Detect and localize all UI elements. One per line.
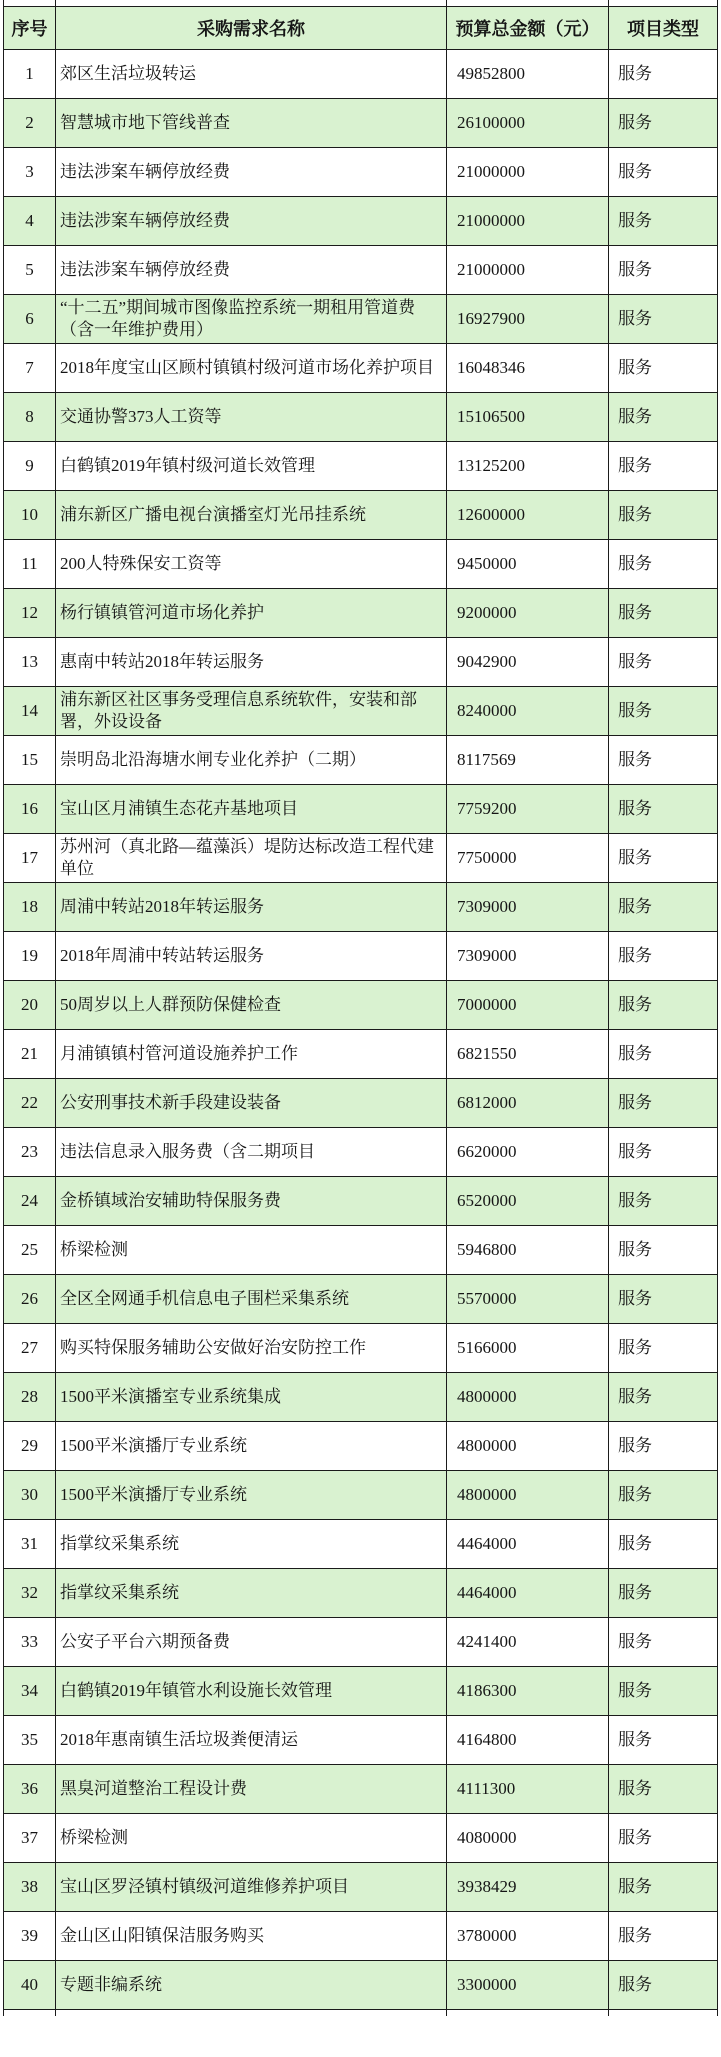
table-row: [4, 784, 718, 833]
row-name-cell: 月浦镇镇村管河道设施养护工作: [56, 1029, 447, 1078]
row-budget-cell: 49852800: [447, 49, 609, 98]
partial-row-bottom: [4, 2009, 718, 2016]
row-budget-cell: 15106500: [447, 392, 609, 441]
row-name-cell: 桥梁检测: [56, 1813, 447, 1862]
row-index-cell: 2: [4, 98, 56, 147]
row-name-cell: 违法信息录入服务费（含二期项目: [56, 1127, 447, 1176]
row-name-cell: 违法涉案车辆停放经费: [56, 245, 447, 294]
row-budget-cell: 3780000: [447, 1911, 609, 1960]
row-type-cell: 服务: [609, 588, 718, 637]
row-type-cell: 服务: [609, 343, 718, 392]
row-budget-cell: 16927900: [447, 294, 609, 343]
row-index-cell: 37: [4, 1813, 56, 1862]
row-name-cell: 交通协警373人工资等: [56, 392, 447, 441]
table-row: [4, 343, 718, 392]
row-index-cell: 10: [4, 490, 56, 539]
row-index-cell: 13: [4, 637, 56, 686]
table-row: [4, 1617, 718, 1666]
row-budget-cell: 4080000: [447, 1813, 609, 1862]
row-name-cell: 杨行镇镇管河道市场化养护: [56, 588, 447, 637]
row-type-cell: 服务: [609, 98, 718, 147]
row-type-cell: 服务: [609, 1813, 718, 1862]
table-row: [4, 1372, 718, 1421]
row-type-cell: 服务: [609, 245, 718, 294]
row-index-cell: 8: [4, 392, 56, 441]
table-row: [4, 1666, 718, 1715]
row-name-cell: 2018年惠南镇生活垃圾粪便清运: [56, 1715, 447, 1764]
partial-cell: [56, 2009, 447, 2016]
row-type-cell: 服务: [609, 1960, 718, 2009]
partial-cell: [447, 2009, 609, 2016]
table-row: [4, 98, 718, 147]
row-name-cell: 200人特殊保安工资等: [56, 539, 447, 588]
table-row: [4, 1911, 718, 1960]
row-name-cell: 专题非编系统: [56, 1960, 447, 2009]
table-row: [4, 1176, 718, 1225]
row-name-cell: 周浦中转站2018年转运服务: [56, 882, 447, 931]
row-budget-cell: 4464000: [447, 1568, 609, 1617]
row-budget-cell: 9450000: [447, 539, 609, 588]
row-index-cell: 5: [4, 245, 56, 294]
row-type-cell: 服务: [609, 1862, 718, 1911]
table-foot: [4, 2009, 718, 2016]
row-budget-cell: 21000000: [447, 147, 609, 196]
table-row: [4, 1715, 718, 1764]
col-header-index: 序号: [4, 6, 56, 49]
row-name-cell: 1500平米演播厅专业系统: [56, 1421, 447, 1470]
row-name-cell: 1500平米演播厅专业系统: [56, 1470, 447, 1519]
row-budget-cell: 6812000: [447, 1078, 609, 1127]
table-row: [4, 931, 718, 980]
row-budget-cell: 7000000: [447, 980, 609, 1029]
row-index-cell: 3: [4, 147, 56, 196]
row-index-cell: 21: [4, 1029, 56, 1078]
row-budget-cell: 7759200: [447, 784, 609, 833]
row-index-cell: 30: [4, 1470, 56, 1519]
row-index-cell: 32: [4, 1568, 56, 1617]
row-type-cell: 服务: [609, 735, 718, 784]
table-row: [4, 637, 718, 686]
row-index-cell: 22: [4, 1078, 56, 1127]
row-name-cell: 金桥镇域治安辅助特保服务费: [56, 1176, 447, 1225]
row-index-cell: 18: [4, 882, 56, 931]
row-type-cell: 服务: [609, 1666, 718, 1715]
row-type-cell: 服务: [609, 441, 718, 490]
row-index-cell: 25: [4, 1225, 56, 1274]
row-type-cell: 服务: [609, 1617, 718, 1666]
table-row: [4, 1127, 718, 1176]
partial-cell: [609, 2009, 718, 2016]
row-name-cell: 崇明岛北沿海塘水闸专业化养护（二期）: [56, 735, 447, 784]
row-index-cell: 6: [4, 294, 56, 343]
row-index-cell: 9: [4, 441, 56, 490]
row-name-cell: 金山区山阳镇保洁服务购买: [56, 1911, 447, 1960]
row-name-cell: 违法涉案车辆停放经费: [56, 196, 447, 245]
table-head: [4, 0, 718, 49]
row-type-cell: 服务: [609, 1568, 718, 1617]
row-budget-cell: 5946800: [447, 1225, 609, 1274]
row-budget-cell: 6520000: [447, 1176, 609, 1225]
row-name-cell: 2018年周浦中转站转运服务: [56, 931, 447, 980]
row-budget-cell: 5570000: [447, 1274, 609, 1323]
row-name-cell: 桥梁检测: [56, 1225, 447, 1274]
row-type-cell: 服务: [609, 1715, 718, 1764]
table-body: [4, 49, 718, 2009]
row-name-cell: 指掌纹采集系统: [56, 1519, 447, 1568]
row-index-cell: 15: [4, 735, 56, 784]
row-type-cell: 服务: [609, 1911, 718, 1960]
row-budget-cell: 26100000: [447, 98, 609, 147]
table-row: [4, 1764, 718, 1813]
row-budget-cell: 8240000: [447, 686, 609, 735]
row-type-cell: 服务: [609, 686, 718, 735]
table-row: [4, 245, 718, 294]
row-index-cell: 31: [4, 1519, 56, 1568]
row-index-cell: 36: [4, 1764, 56, 1813]
row-index-cell: 24: [4, 1176, 56, 1225]
row-name-cell: 浦东新区社区事务受理信息系统软件，安装和部署，外设设备: [56, 686, 447, 735]
row-budget-cell: 4111300: [447, 1764, 609, 1813]
row-index-cell: 38: [4, 1862, 56, 1911]
row-type-cell: 服务: [609, 833, 718, 882]
row-index-cell: 40: [4, 1960, 56, 2009]
table-row: [4, 1274, 718, 1323]
row-name-cell: 白鹤镇2019年镇村级河道长效管理: [56, 441, 447, 490]
procurement-table: [3, 0, 718, 2016]
table-row: [4, 1862, 718, 1911]
row-budget-cell: 4464000: [447, 1519, 609, 1568]
row-type-cell: 服务: [609, 196, 718, 245]
col-header-name: 采购需求名称: [56, 6, 447, 49]
row-index-cell: 11: [4, 539, 56, 588]
table-row: [4, 1960, 718, 2009]
row-budget-cell: 9200000: [447, 588, 609, 637]
row-index-cell: 23: [4, 1127, 56, 1176]
table-row: [4, 980, 718, 1029]
row-index-cell: 28: [4, 1372, 56, 1421]
row-type-cell: 服务: [609, 392, 718, 441]
row-type-cell: 服务: [609, 1127, 718, 1176]
col-header-budget: 预算总金额（元）: [447, 6, 609, 49]
row-type-cell: 服务: [609, 1764, 718, 1813]
col-header-type: 项目类型: [609, 6, 718, 49]
row-budget-cell: 6620000: [447, 1127, 609, 1176]
row-budget-cell: 16048346: [447, 343, 609, 392]
row-name-cell: 苏州河（真北路—蕴藻浜）堤防达标改造工程代建单位: [56, 833, 447, 882]
row-budget-cell: 5166000: [447, 1323, 609, 1372]
row-type-cell: 服务: [609, 490, 718, 539]
row-budget-cell: 13125200: [447, 441, 609, 490]
row-index-cell: 17: [4, 833, 56, 882]
row-index-cell: 26: [4, 1274, 56, 1323]
row-name-cell: 白鹤镇2019年镇管水利设施长效管理: [56, 1666, 447, 1715]
table-row: [4, 1078, 718, 1127]
row-budget-cell: 4800000: [447, 1421, 609, 1470]
row-type-cell: 服务: [609, 539, 718, 588]
row-type-cell: 服务: [609, 1470, 718, 1519]
row-name-cell: 全区全网通手机信息电子围栏采集系统: [56, 1274, 447, 1323]
row-type-cell: 服务: [609, 147, 718, 196]
row-index-cell: 12: [4, 588, 56, 637]
table-row: [4, 588, 718, 637]
row-type-cell: 服务: [609, 1078, 718, 1127]
header-row: [4, 6, 718, 49]
row-type-cell: 服务: [609, 1029, 718, 1078]
row-type-cell: 服务: [609, 49, 718, 98]
row-budget-cell: 4800000: [447, 1470, 609, 1519]
row-budget-cell: 4241400: [447, 1617, 609, 1666]
row-type-cell: 服务: [609, 1519, 718, 1568]
row-budget-cell: 4800000: [447, 1372, 609, 1421]
row-name-cell: 指掌纹采集系统: [56, 1568, 447, 1617]
row-name-cell: 郊区生活垃圾转运: [56, 49, 447, 98]
table-row: [4, 147, 718, 196]
table-row: [4, 49, 718, 98]
row-name-cell: 1500平米演播室专业系统集成: [56, 1372, 447, 1421]
table-row: [4, 882, 718, 931]
row-index-cell: 20: [4, 980, 56, 1029]
row-budget-cell: 8117569: [447, 735, 609, 784]
row-type-cell: 服务: [609, 637, 718, 686]
table-row: [4, 1421, 718, 1470]
table-row: [4, 196, 718, 245]
table-row: [4, 686, 718, 735]
table-row: [4, 1029, 718, 1078]
row-index-cell: 7: [4, 343, 56, 392]
row-name-cell: 公安刑事技术新手段建设装备: [56, 1078, 447, 1127]
row-name-cell: 惠南中转站2018年转运服务: [56, 637, 447, 686]
row-type-cell: 服务: [609, 784, 718, 833]
row-index-cell: 33: [4, 1617, 56, 1666]
row-index-cell: 39: [4, 1911, 56, 1960]
table-row: [4, 392, 718, 441]
table-row: [4, 735, 718, 784]
partial-cell: [4, 2009, 56, 2016]
row-budget-cell: 7309000: [447, 882, 609, 931]
table-row: [4, 1568, 718, 1617]
row-type-cell: 服务: [609, 1372, 718, 1421]
row-budget-cell: 6821550: [447, 1029, 609, 1078]
row-index-cell: 16: [4, 784, 56, 833]
row-name-cell: 宝山区月浦镇生态花卉基地项目: [56, 784, 447, 833]
row-name-cell: “十二五”期间城市图像监控系统一期租用管道费（含一年维护费用）: [56, 294, 447, 343]
row-type-cell: 服务: [609, 294, 718, 343]
row-index-cell: 35: [4, 1715, 56, 1764]
row-index-cell: 19: [4, 931, 56, 980]
row-budget-cell: 21000000: [447, 245, 609, 294]
row-budget-cell: 7750000: [447, 833, 609, 882]
row-type-cell: 服务: [609, 1274, 718, 1323]
table-row: [4, 294, 718, 343]
row-name-cell: 宝山区罗泾镇村镇级河道维修养护项目: [56, 1862, 447, 1911]
row-type-cell: 服务: [609, 931, 718, 980]
row-name-cell: 违法涉案车辆停放经费: [56, 147, 447, 196]
row-index-cell: 1: [4, 49, 56, 98]
row-budget-cell: 7309000: [447, 931, 609, 980]
table-row: [4, 1813, 718, 1862]
row-index-cell: 34: [4, 1666, 56, 1715]
table-row: [4, 1323, 718, 1372]
row-name-cell: 购买特保服务辅助公安做好治安防控工作: [56, 1323, 447, 1372]
row-type-cell: 服务: [609, 1323, 718, 1372]
row-index-cell: 4: [4, 196, 56, 245]
row-name-cell: 浦东新区广播电视台演播室灯光吊挂系统: [56, 490, 447, 539]
table-row: [4, 441, 718, 490]
row-budget-cell: 9042900: [447, 637, 609, 686]
table-row: [4, 1519, 718, 1568]
row-type-cell: 服务: [609, 1176, 718, 1225]
row-name-cell: 2018年度宝山区顾村镇镇村级河道市场化养护项目: [56, 343, 447, 392]
row-budget-cell: 3300000: [447, 1960, 609, 2009]
row-type-cell: 服务: [609, 980, 718, 1029]
row-budget-cell: 4164800: [447, 1715, 609, 1764]
row-type-cell: 服务: [609, 1225, 718, 1274]
table-row: [4, 833, 718, 882]
row-index-cell: 27: [4, 1323, 56, 1372]
row-type-cell: 服务: [609, 882, 718, 931]
row-type-cell: 服务: [609, 1421, 718, 1470]
row-name-cell: 公安子平台六期预备费: [56, 1617, 447, 1666]
table-row: [4, 1470, 718, 1519]
row-name-cell: 智慧城市地下管线普查: [56, 98, 447, 147]
row-budget-cell: 4186300: [447, 1666, 609, 1715]
row-index-cell: 14: [4, 686, 56, 735]
table-row: [4, 490, 718, 539]
row-name-cell: 黑臭河道整治工程设计费: [56, 1764, 447, 1813]
row-budget-cell: 21000000: [447, 196, 609, 245]
table-row: [4, 539, 718, 588]
row-name-cell: 50周岁以上人群预防保健检查: [56, 980, 447, 1029]
table-row: [4, 1225, 718, 1274]
row-budget-cell: 12600000: [447, 490, 609, 539]
row-index-cell: 29: [4, 1421, 56, 1470]
row-budget-cell: 3938429: [447, 1862, 609, 1911]
